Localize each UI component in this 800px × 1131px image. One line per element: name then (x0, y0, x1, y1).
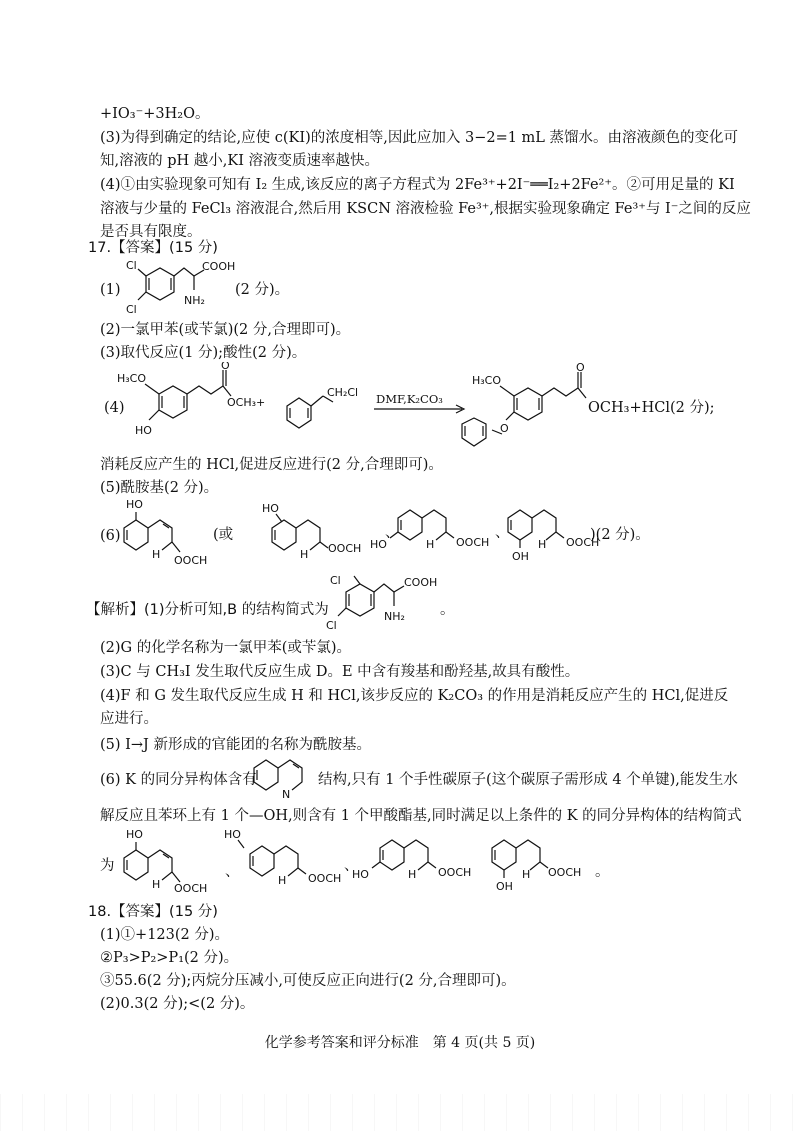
h-label: H (152, 548, 161, 561)
h-label: H (152, 878, 161, 891)
explanation-6c: 为 (100, 858, 115, 874)
answer-4-note: 消耗反应产生的 HCl,促进反应进行(2 分,合理即可)。 (100, 457, 443, 473)
ooch-label: OOCH (174, 554, 208, 567)
text-line-5: 溶液与少量的 FeCl₃ 溶液混合,然后用 KSCN 溶液检验 Fe³⁺,根据实验现象确定 Fe³⁺与 I⁻之间的反应 (100, 201, 751, 217)
ch2cl-label: CH₂Cl (327, 386, 359, 399)
answer-2: (2)一氯甲苯(或苄氯)(2 分,合理即可)。 (100, 322, 351, 338)
answer-18-3: ③55.6(2 分);丙烷分压减小,可使反应正向进行(2 分,合理即可)。 (100, 973, 516, 989)
explanation-4a: (4)F 和 G 发生取代反应生成 H 和 HCl,该步反应的 K₂CO₃ 的作用是消耗反应产生的 HCl,促进反 (100, 688, 729, 704)
explanation-1: 【解析】(1)分析可知,B 的结构简式为 (86, 602, 329, 618)
question-17-heading: 17.【答案】(15 分) (88, 240, 218, 256)
cl-label: Cl (126, 303, 137, 316)
ooch-label: OOCH (566, 536, 600, 549)
h-label: H (300, 548, 309, 560)
answer-1-label: (1) (100, 282, 121, 298)
ooch-label: OOCH (456, 536, 490, 549)
structure-b (318, 572, 448, 634)
h3co-label: H₃CO (117, 372, 147, 385)
explanation-6-separator: 、 (225, 864, 240, 880)
structure-isomer-5-oh (112, 496, 208, 574)
structure-isomer-8-oh-repeat (482, 826, 602, 898)
structure-isomer-7-oh (370, 500, 500, 560)
h3co-label: H₃CO (472, 374, 502, 387)
page-edge-texture (0, 1094, 800, 1131)
o-label: O (221, 362, 230, 372)
text-line-3: 知,溶液的 pH 越小,KI 溶液变质速率越快。 (100, 153, 380, 169)
structure-dichlorophenylalanine (118, 256, 238, 318)
structure-dihydroquinoline (248, 746, 320, 802)
h-label: H (278, 874, 287, 887)
oh-label: OH (496, 880, 513, 893)
ho-label: HO (224, 828, 241, 841)
ooch-label: OOCH (548, 866, 582, 879)
explanation-4b: 应进行。 (100, 711, 158, 727)
structure-benzyl-chloride (283, 382, 363, 432)
o-label: O (500, 422, 509, 435)
ooch-label: OOCH (308, 872, 342, 885)
h-label: H (538, 538, 547, 551)
nh2-label: NH₂ (184, 294, 205, 307)
ho-label: HO (126, 498, 143, 511)
answer-6-or: (或 (213, 527, 234, 543)
ho-label: HO (262, 502, 279, 515)
answer-3: (3)取代反应(1 分);酸性(2 分)。 (100, 345, 307, 361)
answer-18-4: (2)0.3(2 分);<(2 分)。 (100, 996, 255, 1012)
explanation-1-end: 。 (440, 602, 455, 618)
ooch-label: OOCH (328, 542, 362, 555)
explanation-6-separator: 、 (344, 858, 359, 874)
cl-label: Cl (330, 574, 341, 587)
cl-label: Cl (126, 259, 137, 272)
answer-18-2: ②P₃>P₂>P₁(2 分)。 (100, 950, 239, 966)
text-line-2: (3)为得到确定的结论,应使 c(KI)的浓度相等,因此应加入 3−2=1 mL 蒸馏水。由溶液颜色的变化可 (100, 130, 739, 146)
ooch-label: OOCH (438, 866, 472, 879)
answer-6-separator: 、 (385, 525, 400, 541)
answer-1-score: (2 分)。 (235, 282, 290, 298)
answer-18-1: (1)①+123(2 分)。 (100, 927, 230, 943)
explanation-2: (2)G 的化学名称为一氯甲苯(或苄氯)。 (100, 640, 352, 656)
structure-isomer-7-oh-repeat (352, 826, 482, 890)
cooh-label: COOH (404, 576, 438, 589)
structure-isomer-5-oh-repeat (112, 826, 208, 898)
ho-label: HO (370, 538, 387, 551)
oh-label: OH (512, 550, 529, 563)
h-label: H (408, 868, 417, 881)
answer-6-separator: 、 (495, 525, 510, 541)
explanation-5: (5) I→J 新形成的官能团的名称为酰胺基。 (100, 737, 371, 753)
ho-label: HO (135, 424, 152, 437)
text-line-1: +IO₃⁻+3H₂O。 (100, 106, 210, 122)
o-label: O (576, 362, 585, 374)
question-18-heading: 18.【答案】(15 分) (88, 904, 218, 920)
h-label: H (426, 538, 435, 551)
answer-4-tail: OCH₃+HCl(2 分); (588, 400, 715, 416)
och3-label: OCH₃+ (227, 396, 266, 409)
ooch-label: OOCH (174, 882, 208, 895)
n-label: N (282, 788, 291, 801)
structure-benzyl-ether-product (452, 362, 602, 454)
text-line-4: (4)①由实验现象可知有 I₂ 生成,该反应的离子方程式为 2Fe³⁺+2I⁻══I₂+2Fe²⁺。②可用足量的 KI (100, 177, 735, 193)
cooh-label: COOH (202, 260, 236, 273)
explanation-6a-pre: (6) K 的同分异构体含有 (100, 772, 257, 788)
explanation-6b: 解反应且苯环上有 1 个—OH,则含有 1 个甲酸酯基,同时满足以上条件的 K 的同分异构体的结构简式 (100, 808, 742, 824)
ho-label: HO (126, 828, 143, 841)
reaction-condition: DMF,K₂CO₃ (376, 392, 443, 406)
nh2-label: NH₂ (384, 610, 405, 623)
explanation-3: (3)C 与 CH₃I 发生取代反应生成 D。E 中含有羧基和酚羟基,故具有酸性。 (100, 664, 580, 680)
answer-6-score: )(2 分)。 (590, 527, 650, 543)
answer-6-label: (6) (100, 528, 121, 544)
ho-label: HO (352, 868, 369, 881)
answer-4-label: (4) (104, 400, 125, 416)
answer-5: (5)酰胺基(2 分)。 (100, 480, 219, 496)
cl-label: Cl (326, 619, 337, 632)
page-footer: 化学参考答案和评分标准 第 4 页(共 5 页) (264, 1035, 536, 1051)
structure-isomer-6-oh-repeat (222, 826, 352, 890)
explanation-6-end: 。 (595, 864, 610, 880)
explanation-6a-post: 结构,只有 1 个手性碳原子(这个碳原子需形成 4 个单键),能发生水 (318, 772, 738, 788)
text-line-6: 是否具有限度。 (100, 224, 202, 240)
h-label: H (522, 868, 531, 881)
